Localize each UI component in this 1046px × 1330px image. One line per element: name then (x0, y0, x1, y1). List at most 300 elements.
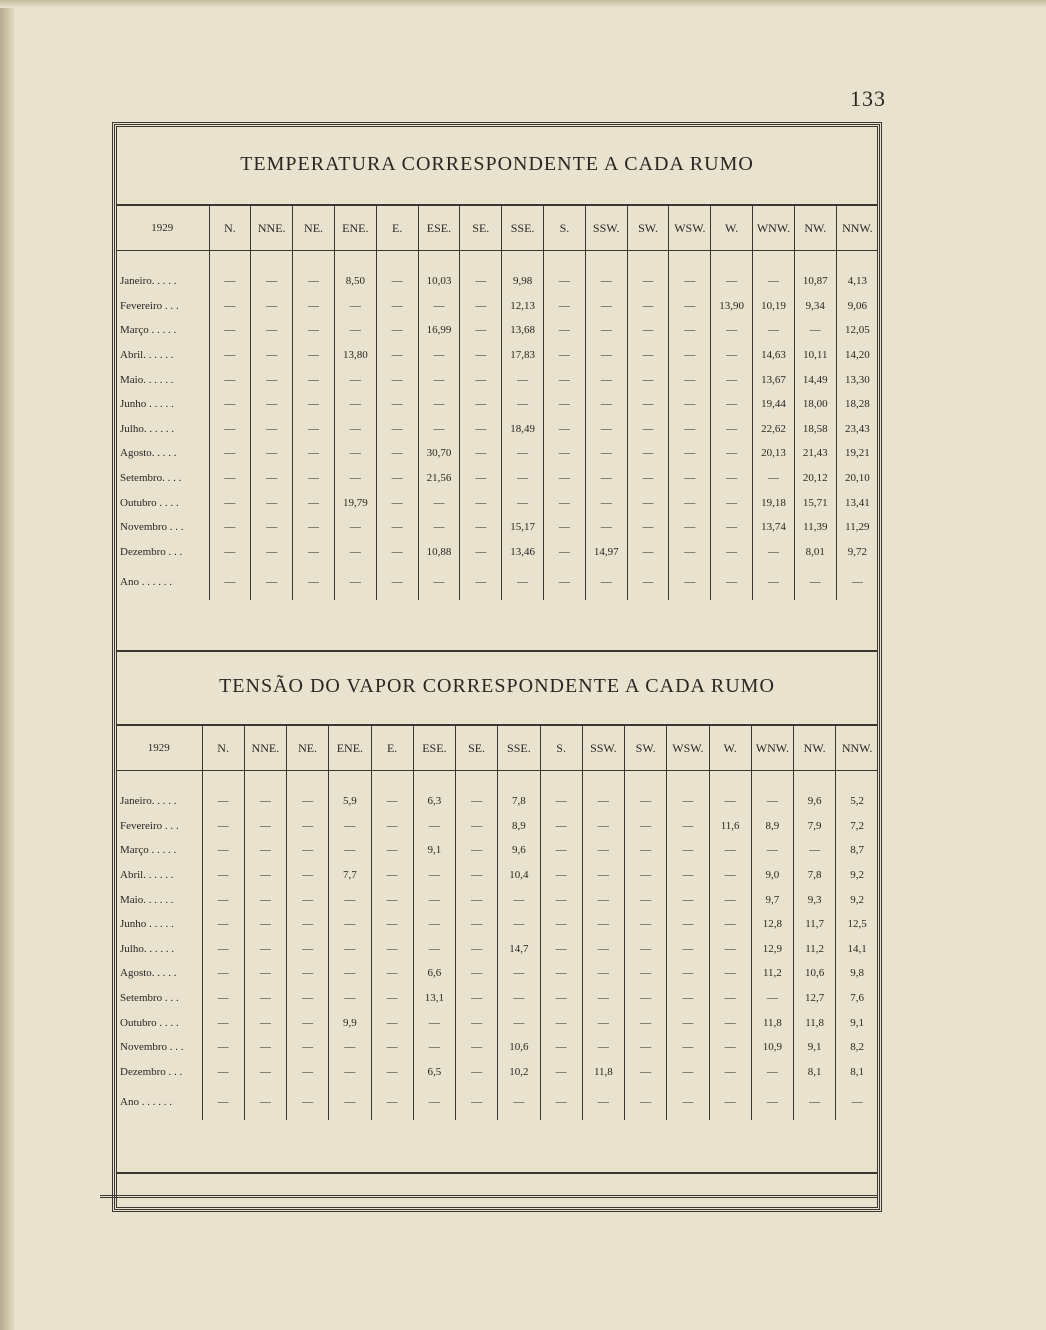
value-cell: — (456, 1010, 498, 1035)
value-cell: — (540, 814, 582, 839)
value-cell: — (544, 343, 586, 368)
value-cell: 13,90 (711, 294, 753, 319)
value-cell: — (669, 318, 711, 343)
value-cell: — (669, 515, 711, 540)
value-cell: — (585, 466, 627, 491)
month-label: Julho. . . . . . (120, 942, 175, 955)
spacer-cell (753, 251, 795, 270)
value-cell: — (329, 1084, 371, 1120)
value-cell: — (498, 887, 540, 912)
value-cell: — (836, 1084, 878, 1120)
value-cell: — (582, 986, 624, 1011)
value-cell: — (460, 417, 502, 442)
value-cell: — (709, 912, 751, 937)
value-cell: 20,10 (836, 466, 878, 491)
value-cell: 10,19 (753, 294, 795, 319)
value-cell: — (627, 515, 669, 540)
value-cell: 14,20 (836, 343, 878, 368)
month-label: Maio. . . . . . (120, 373, 174, 386)
value-cell: — (627, 564, 669, 600)
value-cell: — (244, 814, 286, 839)
value-cell: — (460, 318, 502, 343)
column-header: NNW. (836, 206, 878, 251)
spacer-cell (794, 771, 836, 790)
value-cell: — (498, 1084, 540, 1120)
value-cell: 8,9 (498, 814, 540, 839)
value-cell: 7,7 (329, 863, 371, 888)
value-cell: 10,6 (498, 1035, 540, 1060)
month-label: Janeiro. . . . . (120, 275, 177, 288)
spacer-cell (460, 251, 502, 270)
value-cell: — (585, 294, 627, 319)
value-cell: — (287, 1084, 329, 1120)
value-cell: — (582, 937, 624, 962)
column-header: WSW. (667, 726, 709, 771)
value-cell: — (209, 441, 251, 466)
value-cell: — (287, 887, 329, 912)
value-cell: 8,7 (836, 838, 878, 863)
spacer-cell (293, 251, 335, 270)
month-label: Agosto. . . . . (120, 967, 177, 980)
spacer-cell (413, 771, 455, 790)
value-cell: — (418, 515, 460, 540)
month-label: Fevereiro . . . (120, 819, 179, 832)
value-cell: 19,79 (334, 490, 376, 515)
value-cell: — (540, 863, 582, 888)
value-cell: — (371, 814, 413, 839)
value-cell: 14,1 (836, 937, 878, 962)
value-cell: — (418, 564, 460, 600)
value-cell: — (711, 269, 753, 294)
value-cell: — (544, 367, 586, 392)
value-cell: 7,8 (498, 789, 540, 814)
value-cell: 16,99 (418, 318, 460, 343)
value-cell: — (293, 269, 335, 294)
value-cell: — (667, 1060, 709, 1085)
value-cell: — (209, 540, 251, 565)
value-cell: — (540, 1035, 582, 1060)
table-row (116, 318, 878, 343)
spacer-cell (418, 251, 460, 270)
value-cell: — (460, 294, 502, 319)
month-label: Junho . . . . . (120, 398, 174, 411)
table-row (116, 814, 878, 839)
value-cell: — (293, 490, 335, 515)
value-cell: 13,74 (753, 515, 795, 540)
value-cell: — (667, 961, 709, 986)
value-cell: — (329, 1035, 371, 1060)
value-cell: — (371, 937, 413, 962)
value-cell: 9,6 (498, 838, 540, 863)
column-header: SSW. (582, 726, 624, 771)
value-cell: — (540, 1060, 582, 1085)
value-cell: 6,3 (413, 789, 455, 814)
month-label: Janeiro. . . . . (120, 795, 177, 808)
value-cell: — (209, 515, 251, 540)
value-cell: — (625, 937, 667, 962)
tensao-body (116, 771, 878, 1121)
value-cell: — (371, 912, 413, 937)
value-cell: 9,06 (836, 294, 878, 319)
value-cell: — (585, 490, 627, 515)
table-row (116, 961, 878, 986)
value-cell: — (456, 838, 498, 863)
value-cell: — (625, 814, 667, 839)
column-header: W. (711, 206, 753, 251)
value-cell: — (334, 417, 376, 442)
month-label: Setembro . . . (120, 992, 179, 1005)
value-cell: 9,9 (329, 1010, 371, 1035)
value-cell: — (502, 564, 544, 600)
value-cell: — (540, 986, 582, 1011)
column-header: WNW. (753, 206, 795, 251)
column-header: SW. (627, 206, 669, 251)
value-cell: — (244, 863, 286, 888)
value-cell: — (376, 392, 418, 417)
value-cell: — (251, 466, 293, 491)
table-row (116, 863, 878, 888)
spacer-cell (627, 251, 669, 270)
spacer-cell (371, 771, 413, 790)
value-cell: — (371, 1084, 413, 1120)
value-cell: 10,9 (751, 1035, 793, 1060)
column-header: WNW. (751, 726, 793, 771)
spacer-cell (836, 771, 878, 790)
value-cell: — (711, 490, 753, 515)
value-cell: — (751, 986, 793, 1011)
value-cell: — (293, 441, 335, 466)
value-cell: — (251, 343, 293, 368)
spacer-row (116, 771, 878, 790)
value-cell: 13,80 (334, 343, 376, 368)
temperatura-header-row (116, 206, 878, 251)
value-cell: — (711, 367, 753, 392)
value-cell: — (293, 515, 335, 540)
value-cell: — (209, 392, 251, 417)
value-cell: — (376, 367, 418, 392)
value-cell: — (251, 564, 293, 600)
month-label: Fevereiro . . . (120, 299, 179, 312)
value-cell: 19,44 (753, 392, 795, 417)
value-cell: — (711, 417, 753, 442)
value-cell: 13,67 (753, 367, 795, 392)
value-cell: 11,2 (751, 961, 793, 986)
value-cell: 9,8 (836, 961, 878, 986)
column-header: SSE. (502, 206, 544, 251)
month-label: Setembro. . . . (120, 472, 182, 485)
value-cell: 7,9 (794, 814, 836, 839)
value-cell: — (287, 912, 329, 937)
value-cell: — (413, 814, 455, 839)
value-cell: 22,62 (753, 417, 795, 442)
value-cell: — (540, 937, 582, 962)
value-cell: — (202, 961, 244, 986)
value-cell: — (498, 1010, 540, 1035)
value-cell: — (376, 540, 418, 565)
value-cell: 10,03 (418, 269, 460, 294)
value-cell: — (413, 1084, 455, 1120)
value-cell: — (582, 838, 624, 863)
value-cell: — (669, 417, 711, 442)
value-cell: — (709, 1060, 751, 1085)
value-cell: — (413, 1035, 455, 1060)
value-cell: — (202, 1035, 244, 1060)
value-cell: — (711, 392, 753, 417)
table-row (116, 1010, 878, 1035)
page-edge-shadow (0, 0, 14, 1330)
value-cell: — (287, 1060, 329, 1085)
page-bottom-rule (100, 1195, 878, 1198)
value-cell: 9,1 (413, 838, 455, 863)
tensao-table (116, 726, 878, 1120)
value-cell: — (460, 564, 502, 600)
value-cell: 6,6 (413, 961, 455, 986)
value-cell: 8,9 (751, 814, 793, 839)
value-cell: — (794, 318, 836, 343)
value-cell: 13,1 (413, 986, 455, 1011)
value-cell: — (667, 887, 709, 912)
value-cell: — (498, 912, 540, 937)
value-cell: — (329, 838, 371, 863)
spacer-cell (585, 251, 627, 270)
value-cell: — (418, 367, 460, 392)
month-label: Março . . . . . (120, 844, 177, 857)
month-label: Novembro . . . (120, 521, 184, 534)
value-cell: — (376, 515, 418, 540)
value-cell: — (202, 814, 244, 839)
column-header: E. (371, 726, 413, 771)
column-header: NE. (293, 206, 335, 251)
value-cell: — (293, 417, 335, 442)
value-cell: 9,2 (836, 863, 878, 888)
value-cell: — (293, 392, 335, 417)
value-cell: — (456, 937, 498, 962)
column-header: NNW. (836, 726, 878, 771)
month-label: Março . . . . . (120, 324, 177, 337)
value-cell: — (293, 294, 335, 319)
value-cell: — (244, 887, 286, 912)
value-cell: 9,34 (794, 294, 836, 319)
value-cell: 9,7 (751, 887, 793, 912)
value-cell: 9,3 (794, 887, 836, 912)
value-cell: — (376, 466, 418, 491)
value-cell: — (627, 392, 669, 417)
value-cell: — (582, 887, 624, 912)
value-cell: 10,87 (794, 269, 836, 294)
spacer-cell (794, 251, 836, 270)
spacer-cell (669, 251, 711, 270)
page-number: 133 (850, 86, 886, 111)
value-cell: — (544, 466, 586, 491)
value-cell: — (625, 961, 667, 986)
value-cell: — (456, 863, 498, 888)
value-cell: 13,30 (836, 367, 878, 392)
month-label: Abril. . . . . . (120, 869, 174, 882)
value-cell: — (667, 937, 709, 962)
value-cell: — (582, 961, 624, 986)
value-cell: — (667, 863, 709, 888)
value-cell: — (585, 367, 627, 392)
spacer-cell (544, 251, 586, 270)
value-cell: — (251, 441, 293, 466)
value-cell: — (376, 417, 418, 442)
value-cell: — (293, 466, 335, 491)
value-cell: — (287, 863, 329, 888)
value-cell: — (669, 441, 711, 466)
value-cell: — (418, 417, 460, 442)
value-cell: 30,70 (418, 441, 460, 466)
value-cell: — (202, 1060, 244, 1085)
value-cell: — (582, 814, 624, 839)
value-cell: — (334, 515, 376, 540)
value-cell: — (582, 1035, 624, 1060)
value-cell: — (627, 466, 669, 491)
value-cell: — (667, 912, 709, 937)
value-cell: — (460, 269, 502, 294)
value-cell: — (667, 1084, 709, 1120)
value-cell: — (334, 294, 376, 319)
value-cell: 19,21 (836, 441, 878, 466)
month-label: Ano . . . . . . (120, 576, 172, 589)
table-row (116, 367, 878, 392)
value-cell: 18,28 (836, 392, 878, 417)
value-cell: — (669, 367, 711, 392)
spacer-cell (251, 251, 293, 270)
value-cell: — (585, 564, 627, 600)
temperatura-title: TEMPERATURA CORRESPONDENTE A CADA RUMO (240, 153, 754, 175)
value-cell: — (202, 1010, 244, 1035)
spacer-cell (502, 251, 544, 270)
value-cell: — (753, 269, 795, 294)
value-cell: — (209, 269, 251, 294)
table-row (116, 441, 878, 466)
value-cell: — (625, 986, 667, 1011)
value-cell: — (209, 564, 251, 600)
table-row (116, 937, 878, 962)
value-cell: — (202, 937, 244, 962)
value-cell: — (460, 441, 502, 466)
section-divider-rule (116, 650, 878, 652)
value-cell: — (251, 515, 293, 540)
value-cell: — (456, 912, 498, 937)
value-cell: — (669, 343, 711, 368)
value-cell: — (418, 490, 460, 515)
value-cell: — (753, 540, 795, 565)
month-label: Julho. . . . . . (120, 422, 175, 435)
value-cell: — (582, 1084, 624, 1120)
value-cell: — (209, 318, 251, 343)
value-cell: — (244, 961, 286, 986)
value-cell: — (287, 814, 329, 839)
value-cell: 21,43 (794, 441, 836, 466)
value-cell: — (460, 490, 502, 515)
table-row (116, 1035, 878, 1060)
month-label: Abril. . . . . . (120, 349, 174, 362)
value-cell: — (244, 1060, 286, 1085)
value-cell: — (456, 1035, 498, 1060)
temperatura-table (116, 206, 878, 600)
value-cell: — (585, 269, 627, 294)
spacer-cell (625, 771, 667, 790)
value-cell: 10,2 (498, 1060, 540, 1085)
value-cell: — (202, 986, 244, 1011)
column-header: WSW. (669, 206, 711, 251)
value-cell: — (502, 367, 544, 392)
value-cell: 12,9 (751, 937, 793, 962)
column-header: N. (209, 206, 251, 251)
value-cell: 8,01 (794, 540, 836, 565)
table-row (116, 490, 878, 515)
value-cell: — (376, 441, 418, 466)
value-cell: 19,18 (753, 490, 795, 515)
value-cell: 9,2 (836, 887, 878, 912)
value-cell: — (667, 1010, 709, 1035)
value-cell: — (329, 814, 371, 839)
value-cell: 11,39 (794, 515, 836, 540)
month-label: Novembro . . . (120, 1041, 184, 1054)
value-cell: — (329, 961, 371, 986)
value-cell: — (209, 490, 251, 515)
value-cell: — (251, 269, 293, 294)
spacer-cell (540, 771, 582, 790)
table-row (116, 294, 878, 319)
value-cell: 11,8 (794, 1010, 836, 1035)
value-cell: 10,11 (794, 343, 836, 368)
month-label: Dezembro . . . (120, 1065, 183, 1078)
column-header: SSE. (498, 726, 540, 771)
value-cell: — (456, 814, 498, 839)
value-cell: — (371, 986, 413, 1011)
value-cell: — (251, 318, 293, 343)
table-row (116, 540, 878, 565)
value-cell: — (582, 863, 624, 888)
value-cell: — (209, 466, 251, 491)
value-cell: — (251, 367, 293, 392)
column-header: E. (376, 206, 418, 251)
value-cell: 9,98 (502, 269, 544, 294)
value-cell: — (334, 367, 376, 392)
column-header: SSW. (585, 206, 627, 251)
value-cell: — (293, 564, 335, 600)
month-label: Junho . . . . . (120, 918, 174, 931)
value-cell: 12,13 (502, 294, 544, 319)
value-cell: — (709, 986, 751, 1011)
value-cell: — (251, 392, 293, 417)
spacer-row (116, 251, 878, 270)
value-cell: — (287, 961, 329, 986)
value-cell: — (711, 540, 753, 565)
value-cell: 14,49 (794, 367, 836, 392)
value-cell: — (627, 294, 669, 319)
value-cell: 20,13 (753, 441, 795, 466)
spacer-cell (202, 771, 244, 790)
value-cell: 8,50 (334, 269, 376, 294)
column-header: ESE. (413, 726, 455, 771)
value-cell: 14,97 (585, 540, 627, 565)
value-cell: — (418, 294, 460, 319)
value-cell: — (456, 887, 498, 912)
value-cell: 8,1 (794, 1060, 836, 1085)
column-header: S. (544, 206, 586, 251)
value-cell: — (711, 466, 753, 491)
value-cell: — (371, 887, 413, 912)
value-cell: — (293, 343, 335, 368)
table-row (116, 986, 878, 1011)
value-cell: — (585, 318, 627, 343)
value-cell: — (244, 937, 286, 962)
value-cell: — (625, 1035, 667, 1060)
table-row (116, 392, 878, 417)
